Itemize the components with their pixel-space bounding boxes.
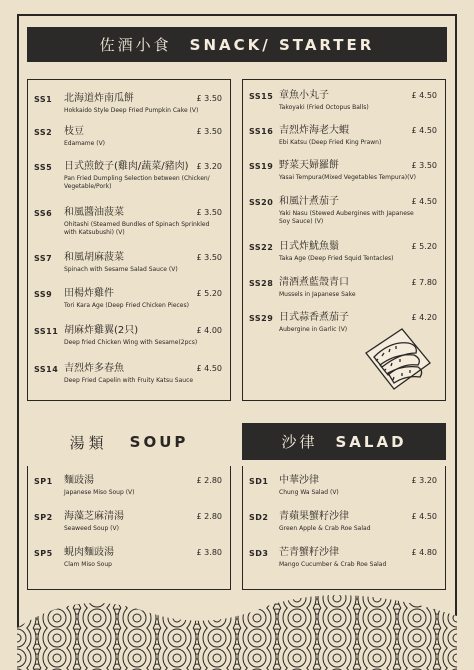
item-name-zh: 北海道炸南瓜餅 [64,93,134,104]
item-name-zh: 日式煎餃子(雞肉/蔬菜/豬肉) [64,161,189,172]
item-price: £ 3.50 [196,127,222,136]
item-name-zh: 章魚小丸子 [279,90,329,101]
item-name-zh: 蜆肉麵豉湯 [64,547,114,558]
item-desc: Tori Kara Age (Deep Fried Chicken Pieces) [64,302,189,309]
item-desc: Yaki Nasu (Stewed Aubergines with Japanese Soy Sauce) (V) [279,210,414,225]
wave-pattern [17,588,457,670]
item-desc: Clam Miso Soup [64,561,112,568]
item-name-zh: 青蘋果蟹籽沙律 [279,511,349,522]
item-name-zh: 海藻芝麻清湯 [64,511,124,522]
salad-banner [242,423,446,460]
item-name-zh: 和風汁煮茄子 [279,196,339,207]
snack-starter-banner [27,27,447,62]
item-desc: Hokkaido Style Deep Fried Pumpkin Cake (V) [64,107,199,114]
item-price: £ 3.20 [196,162,222,171]
soup-section [27,466,231,590]
item-price: £ 3.50 [196,253,222,262]
item-code: SD2 [249,513,269,522]
item-desc: Edamame (V) [64,140,106,147]
item-desc: Taka Age (Deep Fried Squid Tentacles) [279,255,394,262]
tempura-shrimp-icon [360,323,436,399]
item-code: SD1 [249,477,269,486]
salad-title-zh: 沙律 [281,433,318,451]
item-desc: Deep fried Chicken Wing with Sesame(2pcs) [64,339,198,346]
item-name-zh: 胡麻炸雞翼(2只) [64,325,139,336]
item-code: SS22 [249,243,274,252]
soup-title [27,424,231,460]
item-price: £ 3.50 [196,208,222,217]
item-code: SS7 [34,254,53,263]
soup-title-zh: 湯類 [69,433,108,452]
item-desc: Deep Fried Capelin with Fruity Katsu Sauce [64,377,194,384]
item-name-zh: 日式蒜香煮茄子 [279,312,349,323]
snack-title-zh: 佐酒小食 [99,36,172,54]
item-desc: Ebi Katsu (Deep Fried King Prawn) [279,139,382,146]
item-code: SS1 [34,95,53,104]
item-code: SS20 [249,198,274,207]
item-desc: Green Apple & Crab Roe Salad [279,525,371,532]
salad-title-en: SALAD [335,432,407,451]
snack-left-column [27,79,231,401]
item-code: SD3 [249,549,269,558]
item-name-zh: 和風醬油菠菜 [64,207,124,218]
item-code: SS19 [249,162,274,171]
item-price: £ 2.80 [196,476,222,485]
item-price: £ 4.80 [411,548,437,557]
item-code: SS9 [34,290,53,299]
item-code: SS15 [249,92,274,101]
item-code: SS14 [34,365,59,374]
item-name-zh: 枝豆 [64,126,84,137]
salad-section [242,466,446,590]
item-price: £ 4.50 [411,197,437,206]
item-code: SS16 [249,127,274,136]
item-desc: Japanese Miso Soup (V) [64,489,135,496]
item-price: £ 7.80 [411,278,437,287]
item-price: £ 2.80 [196,512,222,521]
item-price: £ 3.50 [196,94,222,103]
item-price: £ 4.50 [196,364,222,373]
item-code: SP2 [34,513,53,522]
item-code: SS2 [34,128,53,137]
item-desc: Aubergine in Garlic (V) [279,326,348,333]
item-desc: Takoyaki (Fried Octopus Balls) [279,104,369,111]
item-name-zh: 野菜天婦羅餅 [279,160,339,171]
item-price: £ 3.20 [411,476,437,485]
item-desc: Yasai Tempura(Mixed Vegetables Tempura)(V) [279,174,416,181]
item-name-zh: 清酒煮藍殼青口 [279,277,349,288]
item-desc: Seaweed Soup (V) [64,525,119,532]
item-desc: Chung Wa Salad (V) [279,489,339,496]
item-name-zh: 田楊炸雞件 [64,288,114,299]
item-desc: Pan Fried Dumpling Selection between (Chicken/ Vegetable/Pork) [64,175,210,190]
soup-title-en: SOUP [129,433,189,451]
item-code: SS29 [249,314,274,323]
item-name-zh: 吉烈炸多春魚 [64,363,124,374]
item-price: £ 5.20 [411,242,437,251]
item-price: £ 3.80 [196,548,222,557]
item-price: £ 4.50 [411,91,437,100]
item-desc: Mango Cucumber & Crab Roe Salad [279,561,387,568]
snack-title-en: SNACK/ STARTER [189,35,375,54]
item-name-zh: 芒青蟹籽沙律 [279,547,339,558]
item-name-zh: 和風胡麻菠菜 [64,252,124,263]
item-code: SS11 [34,327,59,336]
item-name-zh: 中華沙律 [279,475,319,486]
item-code: SS6 [34,209,53,218]
item-desc: Mussels in Japanese Sake [279,291,356,298]
item-desc: Spinach with Sesame Salad Sauce (V) [64,266,178,273]
item-price: £ 4.00 [196,326,222,335]
item-name-zh: 麵豉湯 [64,475,94,486]
item-price: £ 3.50 [411,161,437,170]
item-price: £ 4.20 [411,313,437,322]
item-desc: Ohitashi (Steamed Bundles of Spinach Sprinkled with Katsubushi) (V) [64,221,210,236]
item-name-zh: 吉烈炸海老大蝦 [279,125,349,136]
item-price: £ 5.20 [196,289,222,298]
item-code: SP5 [34,549,53,558]
item-price: £ 4.50 [411,512,437,521]
item-code: SS28 [249,279,274,288]
item-code: SP1 [34,477,53,486]
item-name-zh: 日式炸魷魚鬚 [279,241,339,252]
item-price: £ 4.50 [411,126,437,135]
item-code: SS5 [34,163,53,172]
